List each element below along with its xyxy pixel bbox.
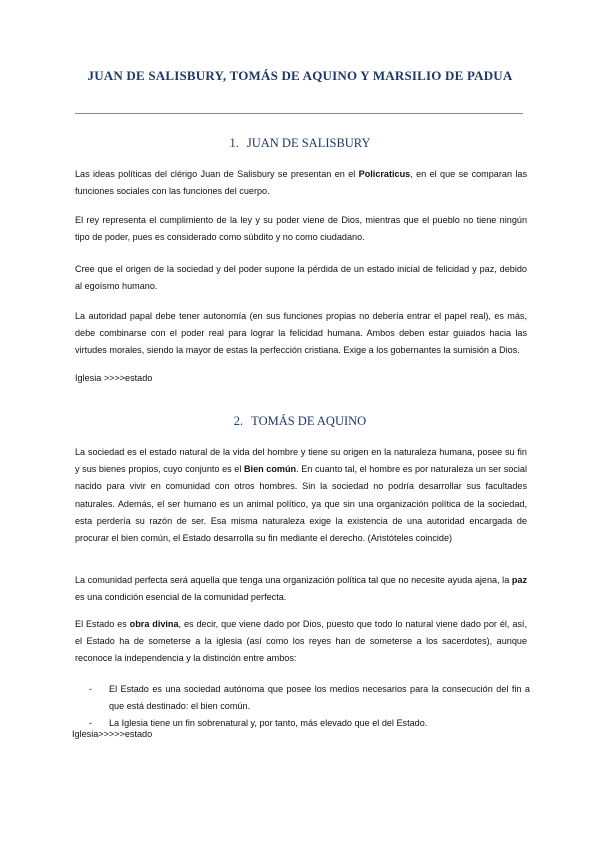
section-2-paragraph-1 [75, 444, 527, 547]
text-span: , en el que se comparan las funciones sociales con las funciones del cuerpo. [75, 169, 527, 197]
text-span: El Estado es [75, 619, 130, 629]
section-2-title: TOMÁS DE AQUINO [251, 414, 367, 428]
section-2-number: 2. [233, 414, 244, 428]
text-span: Las ideas políticas del clérigo Juan de Salisbury se presentan en el [75, 169, 359, 179]
section-1-heading [40, 136, 560, 151]
list-item [85, 681, 530, 715]
section-1-paragraph-4: La autoridad papal debe tener autonomía (en sus funciones propias no debería entrar el papel real), es más, debe combinarse con el poder real para lograr la felicidad humana. Ambos deben estar guiados hacia las virtudes morales, siendo la mayor de estas la perfección cristiana. Exige a los gobernantes la sumisión a Dios. [75, 311, 527, 356]
text-span: es una condición esencial de la comunidad perfecta. [75, 592, 287, 603]
text-span: La comunidad perfecta será aquella que tenga una organización política tal que no necesite ayuda ajena, la [75, 575, 512, 585]
section-1-title: JUAN DE SALISBURY [246, 136, 371, 150]
section-2-bullet-list [85, 681, 530, 733]
section-1-number: 1. [229, 136, 239, 150]
section-1-paragraph-1 [75, 166, 527, 200]
bullet-marker: - [89, 684, 93, 694]
bold-term: obra divina [129, 619, 179, 629]
section-1-paragraph-2: El rey representa el cumplimiento de la ley y su poder viene de Dios, mientras que el pueblo no tiene ningún tipo de poder, pues es considerado como súbdito y no como ciudadano. [75, 215, 527, 243]
text-span: . En cuanto tal, el hombre es por naturaleza un ser social nacido para vivir en comunidad con otros hombres. Sin la sociedad no podría desarrollar sus facultades naturales. Además, el ser humano es un animal político, ya que sin una organización política de la sociedad, esta perdería su razón de ser. Esa misma naturaleza exige la existencia de una autoridad encargada de procurar el bien común, el Estado desarrolla su fin mediante el derecho. (Aristóteles coincide) [75, 464, 527, 544]
title-divider [75, 113, 523, 114]
document-title: JUAN DE SALISBURY, TOMÁS DE AQUINO Y MARSILIO DE PADUA [87, 68, 513, 83]
section-2-heading [40, 414, 560, 429]
section-1-paragraph-3: Cree que el origen de la sociedad y del poder supone la pérdida de un estado inicial de felicidad y paz, debido al egoísmo humano. [75, 264, 527, 292]
bold-term: paz [511, 575, 527, 585]
section-2-note: Iglesia>>>>>estado [72, 729, 153, 739]
section-2-paragraph-3 [75, 616, 527, 668]
text-span: La sociedad es el estado natural de la vida del hombre y tiene su origen en la naturaleza humana, posee su fin y sus bienes propios, cuyo conjunto es el [75, 447, 527, 475]
bold-term: Policraticus [358, 169, 411, 179]
text-span: , es decir, que viene dado por Dios, puesto que todo lo natural viene dado por él, así, el Estado ha de someterse a la iglesia (así como los reyes han de someterse a los sacerdotes), aunque reconoce la independencia y la distinción entre ambos: [75, 619, 527, 664]
list-item-text: La Iglesia tiene un fin sobrenatural y, por tanto, más elevado que el del Estado. [109, 718, 428, 729]
list-item-text: El Estado es una sociedad autónoma que posee los medios necesarios para la consecución del fin a que está destinado: el bien común. [109, 684, 530, 712]
bullet-marker: - [89, 718, 93, 729]
section-2-paragraph-2 [75, 572, 527, 606]
section-1-note: Iglesia >>>>estado [75, 373, 153, 383]
bold-term: Bien común [243, 464, 297, 475]
